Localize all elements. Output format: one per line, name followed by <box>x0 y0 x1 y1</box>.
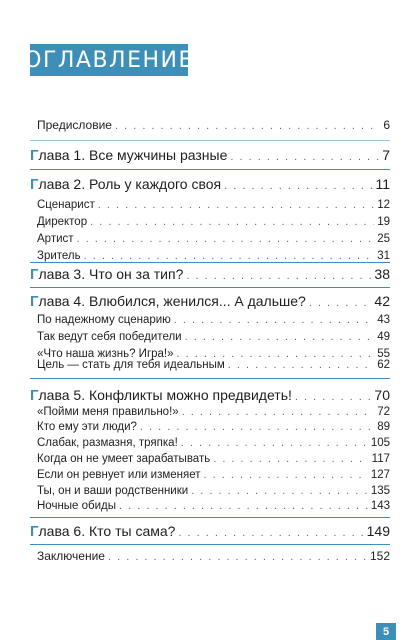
dot-leader <box>181 437 368 449</box>
toc-entry[interactable] <box>37 359 390 371</box>
toc-entry-page: 49 <box>377 331 390 343</box>
toc-entry-label: Когда он не умеет зарабатывать <box>37 453 211 465</box>
toc-entry-page: 127 <box>370 469 390 481</box>
chapter-title: лава 3. Что он за тип? <box>38 266 184 282</box>
toc-chapter-5[interactable] <box>30 387 390 404</box>
toc-entry-label: Так ведут себя победители <box>37 331 182 343</box>
toc-entry-preface[interactable] <box>37 118 390 132</box>
divider <box>30 378 390 379</box>
divider <box>30 544 390 545</box>
dot-leader <box>186 270 371 282</box>
toc-entry-label: Ночные обиды <box>37 500 117 512</box>
dot-leader <box>90 216 374 228</box>
dot-leader <box>191 485 368 497</box>
dot-leader <box>213 453 368 465</box>
dot-leader <box>98 199 374 211</box>
chapter-title: лава 6. Кто ты сама? <box>38 523 176 539</box>
chapter-initial: Г <box>30 266 39 283</box>
toc-entry-label: Артист <box>37 233 74 245</box>
dot-leader <box>309 297 372 309</box>
toc-entry-page: 135 <box>370 485 390 497</box>
toc-entry-page: 62 <box>377 359 390 371</box>
chapter-page: 38 <box>374 266 390 282</box>
toc-entry[interactable] <box>37 250 390 262</box>
chapter-page: 42 <box>374 293 390 309</box>
page-number: 5 <box>382 625 390 638</box>
toc-entry[interactable] <box>37 216 390 228</box>
chapter-page: 149 <box>366 523 390 539</box>
dot-leader <box>224 180 372 192</box>
page-number-badge <box>376 623 396 640</box>
toc-entry-label: Директор <box>37 216 88 228</box>
toc-entry-label: Слабак, размазня, тряпка! <box>37 437 178 449</box>
divider <box>30 517 390 518</box>
chapter-page: 70 <box>374 387 390 403</box>
divider <box>30 169 390 170</box>
dot-leader <box>84 250 375 262</box>
dot-leader <box>174 314 374 326</box>
toc-entry-page: 12 <box>377 199 390 211</box>
chapter-title: лава 2. Роль у каждого своя <box>38 176 222 192</box>
toc-entry-label: По надежному сценарию <box>37 314 171 326</box>
toc-entry-page: 43 <box>377 314 390 326</box>
chapter-page: 7 <box>382 147 390 163</box>
toc-entry-label: Предисловие <box>37 118 112 132</box>
toc-chapter-2[interactable] <box>30 176 390 193</box>
toc-entry-page: 55 <box>377 348 390 360</box>
toc-entry[interactable] <box>37 406 390 418</box>
toc-entry-label: Заключение <box>37 549 105 563</box>
chapter-title: лава 1. Все мужчины разные <box>38 147 228 163</box>
toc-entry[interactable] <box>37 314 390 326</box>
chapter-initial: Г <box>30 387 39 404</box>
toc-chapter-6[interactable] <box>30 523 390 540</box>
toc-entry-label: «Что наша жизнь? Игра!» <box>37 348 174 360</box>
toc-entry[interactable] <box>37 421 390 433</box>
toc-entry[interactable] <box>37 469 390 481</box>
toc-entry-label: Сценарист <box>37 199 95 211</box>
dot-leader <box>108 551 367 563</box>
chapter-initial: Г <box>30 147 39 164</box>
toc-entry-page: 105 <box>370 437 390 449</box>
toc-entry[interactable] <box>37 233 390 245</box>
divider <box>30 140 390 141</box>
toc-entry-page: 117 <box>371 453 390 465</box>
dot-leader <box>204 469 368 481</box>
toc-entry-page: 72 <box>377 406 390 418</box>
dot-leader <box>115 120 380 132</box>
chapter-title: лава 5. Конфликты можно предвидеть! <box>38 387 292 403</box>
page-title: ОГЛАВЛЕНИЕ <box>24 47 194 73</box>
toc-entry-conclusion[interactable] <box>37 549 390 563</box>
dot-leader <box>295 391 372 403</box>
toc-entry[interactable] <box>37 437 390 449</box>
chapter-page: 11 <box>375 176 390 192</box>
toc-entry-page: 6 <box>383 118 390 132</box>
toc-entry[interactable] <box>37 485 390 497</box>
toc-entry[interactable] <box>37 331 390 343</box>
toc-chapter-4[interactable] <box>30 293 390 310</box>
toc-entry-page: 31 <box>377 250 390 262</box>
dot-leader <box>178 527 363 539</box>
dot-leader <box>140 421 374 433</box>
toc-chapter-3[interactable] <box>30 266 390 283</box>
toc-entry-label: Кто ему эти люди? <box>37 421 137 433</box>
toc-entry-page: 89 <box>377 421 390 433</box>
dot-leader <box>228 359 374 371</box>
toc-entry-page: 19 <box>377 216 390 228</box>
toc-entry-label: Цель — стать для тебя идеальным <box>37 359 225 371</box>
toc-chapter-1[interactable] <box>30 147 390 164</box>
dot-leader <box>182 406 375 418</box>
toc-entry[interactable] <box>37 500 390 512</box>
dot-leader <box>230 151 379 163</box>
toc-entry-label: Если он ревнует или изменяет <box>37 469 201 481</box>
divider <box>30 287 390 288</box>
toc-entry-page: 25 <box>377 233 390 245</box>
toc-entry-label: Зритель <box>37 250 81 262</box>
toc-entry-page: 152 <box>369 549 390 563</box>
toc-entry[interactable] <box>37 453 390 465</box>
dot-leader <box>119 500 368 512</box>
chapter-initial: Г <box>30 293 39 310</box>
dot-leader <box>185 331 375 343</box>
chapter-initial: Г <box>30 176 39 193</box>
divider <box>30 262 390 263</box>
chapter-initial: Г <box>30 523 39 540</box>
toc-entry-label: Ты, он и ваши родственники <box>37 485 189 497</box>
dot-leader <box>77 233 375 245</box>
toc-entry-label: «Пойми меня правильно!» <box>37 406 179 418</box>
chapter-title: лава 4. Влюбился, женился... А дальше? <box>38 293 306 309</box>
toc-entry[interactable] <box>37 199 390 211</box>
toc-entry-page: 143 <box>370 500 390 512</box>
